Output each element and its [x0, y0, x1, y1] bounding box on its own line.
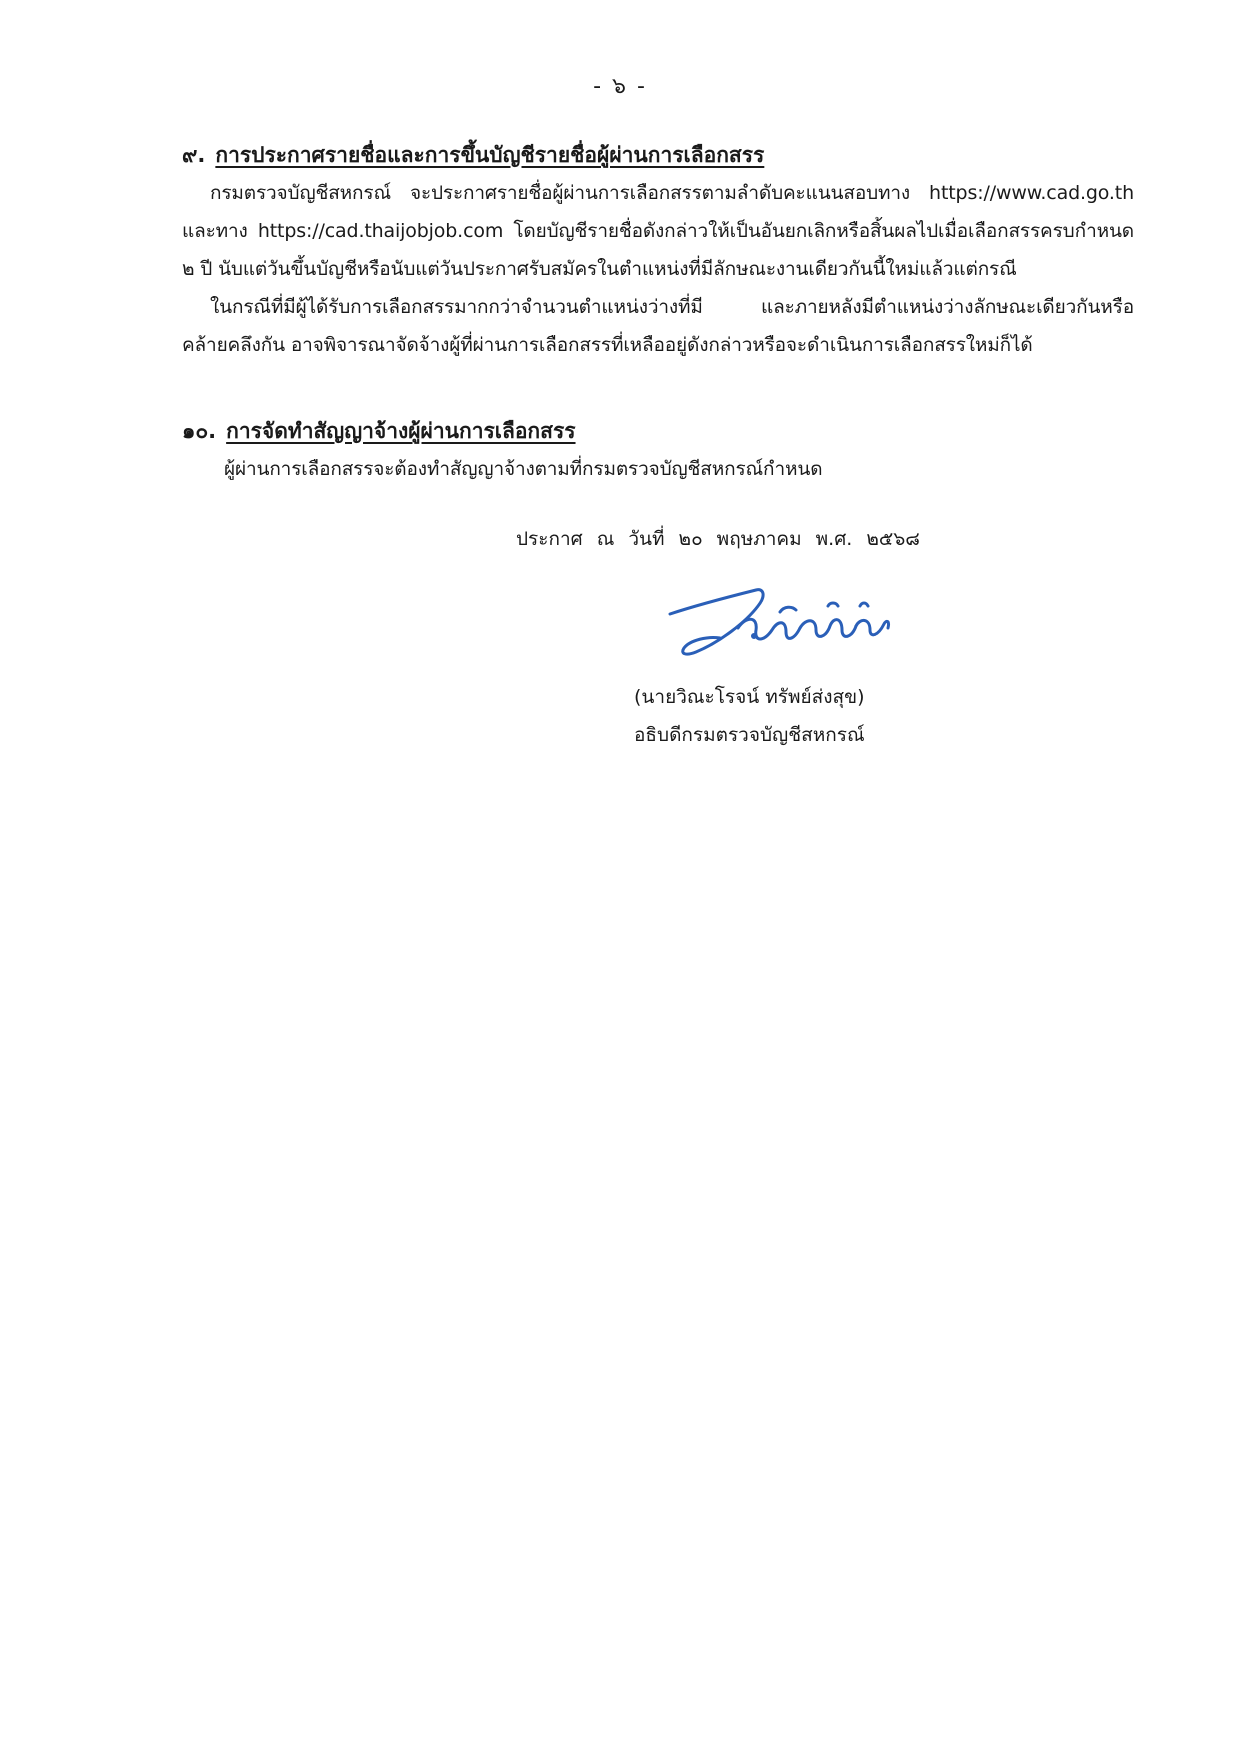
- section-9-heading: [182, 136, 1134, 174]
- section-9-paragraph-1: กรมตรวจบัญชีสหกรณ์ จะประกาศรายชื่อผู้ผ่านการเลือกสรรตามลำดับคะแนนสอบทาง https://www.cad.go.th และทาง https://cad.thaijobjob.com โดยบัญชีรายชื่อดังกล่าวให้เป็นอันยกเลิกหรือสิ้นผลไปเมื่อเลือกสรรครบกำหนด ๒ ปี นับแต่วันขึ้นบัญชีหรือนับแต่วันประกาศรับสมัครในตำแหน่งที่มีลักษณะงานเดียวกันนี้ใหม่แล้วแต่กรณี: [182, 182, 1134, 280]
- announcement-year: ๒๕๖๘: [866, 528, 920, 550]
- announcement-day: ๒๐: [678, 528, 703, 550]
- section-9-title: การประกาศรายชื่อและการขึ้นบัญชีรายชื่อผู้ผ่านการเลือกสรร: [215, 143, 765, 167]
- signature-image: [660, 576, 910, 666]
- announcement-date-label: วันที่: [628, 528, 665, 550]
- section-10: [182, 412, 1134, 488]
- announcement-at: ณ: [596, 528, 615, 550]
- section-9: [182, 136, 1134, 364]
- announcement-prefix: ประกาศ: [516, 528, 583, 550]
- announcement-date: [516, 524, 934, 554]
- section-9-number: ๙.: [182, 143, 206, 167]
- page-number: - ๖ -: [593, 74, 647, 99]
- section-10-heading: [182, 412, 1134, 450]
- section-10-paragraph-1: ผู้ผ่านการเลือกสรรจะต้องทำสัญญาจ้างตามที่กรมตรวจบัญชีสหกรณ์กำหนด: [224, 458, 823, 480]
- announcement-era: พ.ศ.: [815, 528, 853, 550]
- signatory-position: อธิบดีกรมตรวจบัญชีสหกรณ์: [634, 724, 865, 746]
- section-9-paragraph-2: ในกรณีที่มีผู้ได้รับการเลือกสรรมากกว่าจำนวนตำแหน่งว่างที่มี และภายหลังมีตำแหน่งว่างลักษณะเดียวกันหรือคล้ายคลึงกัน อาจพิจารณาจัดจ้างผู้ที่ผ่านการเลือกสรรที่เหลืออยู่ดังกล่าวหรือจะดำเนินการเลือกสรรใหม่ก็ได้: [182, 296, 1134, 356]
- signatory-name: (นายวิณะโรจน์ ทรัพย์ส่งสุข): [634, 686, 865, 708]
- section-10-title: การจัดทำสัญญาจ้างผู้ผ่านการเลือกสรร: [226, 419, 576, 443]
- announcement-month: พฤษภาคม: [716, 528, 802, 550]
- signature-strokes: [670, 590, 889, 654]
- section-10-number: ๑๐.: [182, 419, 217, 443]
